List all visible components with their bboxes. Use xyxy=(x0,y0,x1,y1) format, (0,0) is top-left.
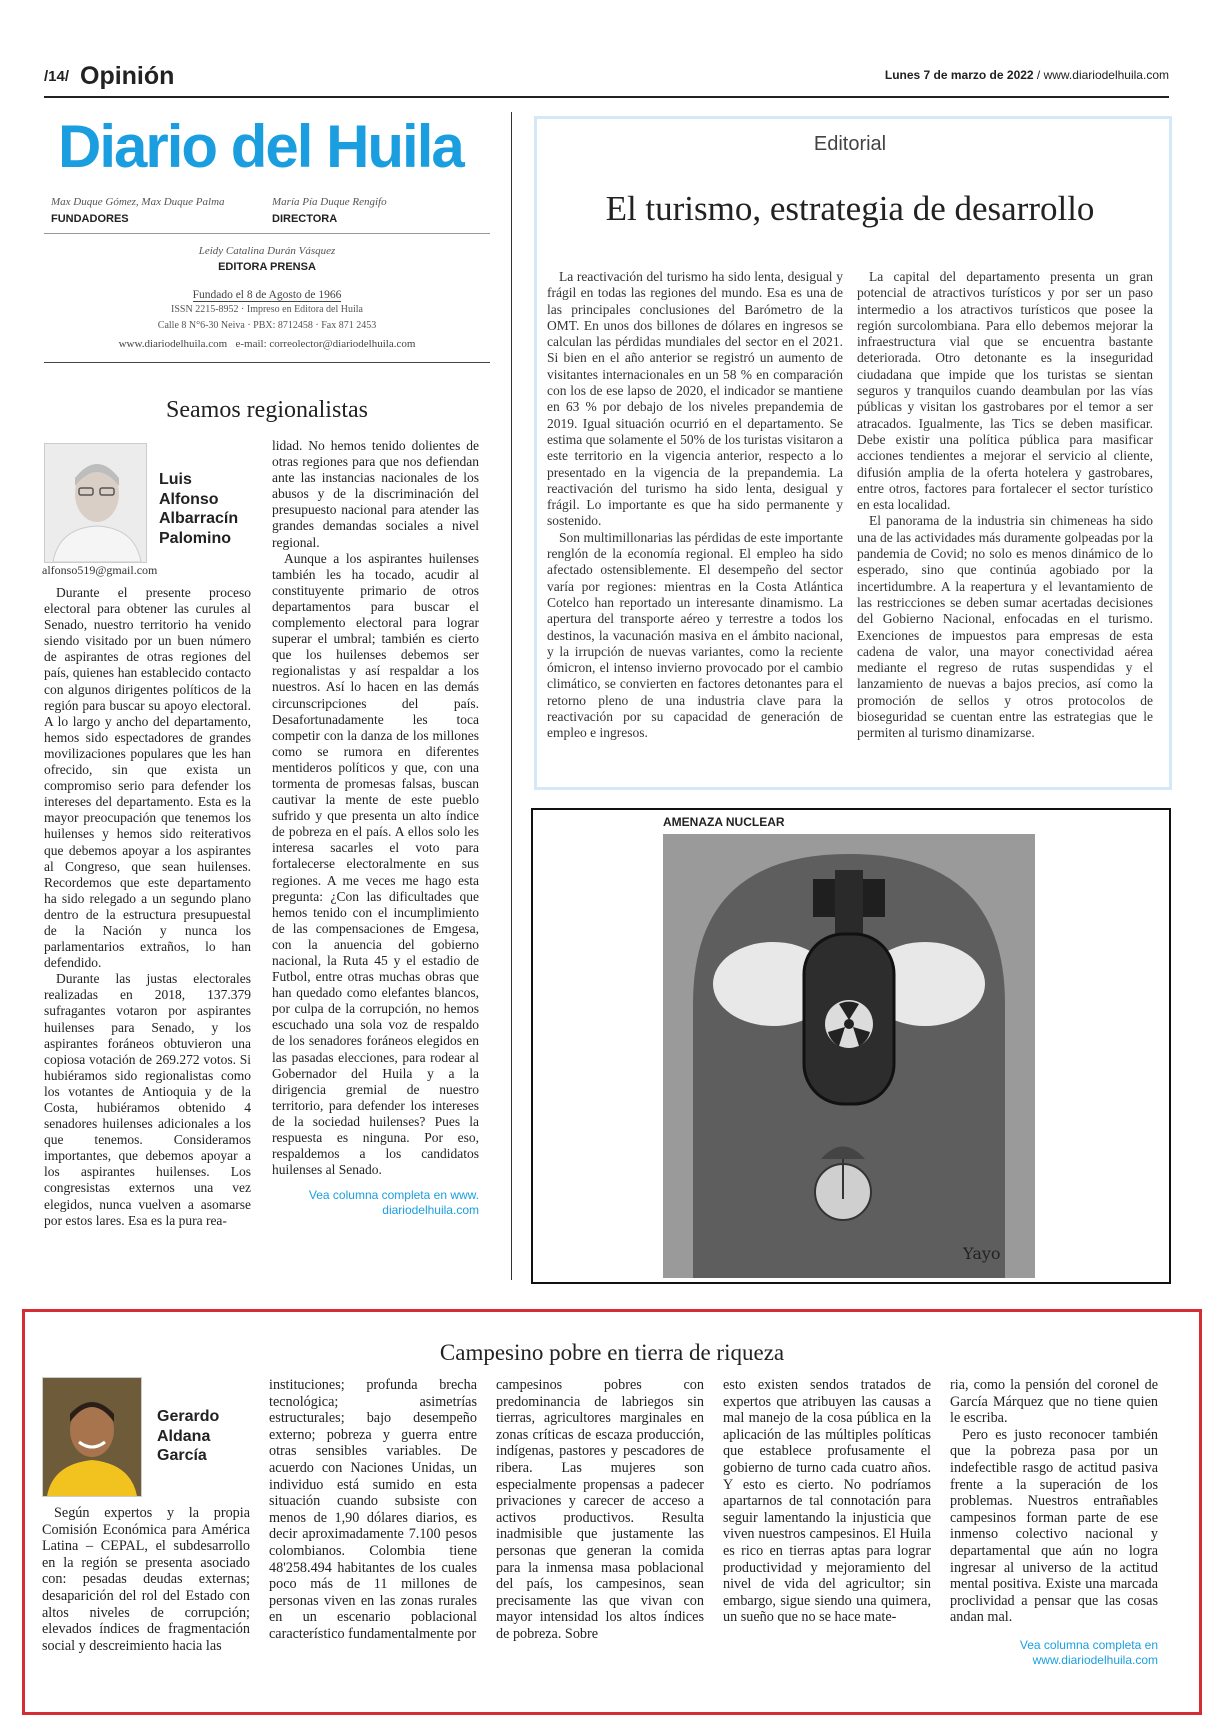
founders-role: FUNDADORES xyxy=(51,213,129,225)
paragraph: campesinos pobres con predominancia de labriegos sin tierras, agricultores marginales en zonas críticas de escaza producción, indígenas, pastores y pescadores de ribera. Las mujeres son especialmente propensas a padecer privaciones y carecer de acceso a activos productivos. Resulta inadmisible que justamente las personas que generan la comida para la inmensa masa poblacional del país, los campesinos, sean precisamente las que vivan con mayor intensidad los altos índices de pobreza. Sobre xyxy=(496,1377,704,1642)
founded-date: Fundado el 8 de Agosto de 1966 xyxy=(192,289,342,301)
page-number: /14/ xyxy=(44,68,70,85)
editorial-box xyxy=(534,116,1172,790)
column-text-3 xyxy=(496,1377,704,1643)
page-header xyxy=(44,62,1169,98)
author-name xyxy=(157,1407,219,1466)
author-email: alfonso519@gmail.com xyxy=(42,563,158,577)
editorial-kicker: Editorial xyxy=(813,133,887,155)
contact-line: www.diariodelhuila.com e-mail: correolector@diariodelhuila.com xyxy=(118,338,416,350)
paragraph: Son multimillonarias las pérdidas de este importante renglón de la economía regional. El empleo ha sido afectado ostensiblemente. El desempeño del sector varía por regiones: mientras en la Costa Atlántica Cotelco han reportado un interesante dinamismo. La apertura del transporte aéreo y terrestre a todos los destinos, la vacunación masiva en el ámbito nacional, y la irrupción de nuevas variantes, como la reciente ómicron, el intenso invierno provocado por el cambio climático, se convierten en factores detonantes para el retorno pleno de una industria clave para la reactivación por su capacidad de generación de empleo e ingresos. xyxy=(547,529,843,741)
paragraph: instituciones; profunda brecha tecnológica; asimetrías estructurales; bajo desempeño externo; pobreza y guerra entre otras sensibles variables. De acuerdo con Naciones Unidas, un individuo está sumido en esta situación cuando subsiste con menos de 1,90 dólares diarios, es decir aproximadamente 7.100 pesos colombianos. Colombia tiene 48'258.494 habitantes de los cuales poco más de 11 millones de personas viven en las zonas rurales en un escenario poblacional característico fundamentalmente por xyxy=(269,1377,477,1642)
read-more-link[interactable] xyxy=(950,1638,1158,1668)
header-website: / www.diariodelhuila.com xyxy=(1033,68,1169,82)
column-title: Campesino pobre en tierra de riqueza xyxy=(439,1340,785,1365)
author-photo xyxy=(42,1377,142,1497)
paragraph: esto existen sendos tratados de expertos que atribuyen las causas a mal manejo de la cosa pública en la aplicación de las múltiples políticas que establece profusamente el gobierno de turno cada cuatro años. Y esto es cierto. No podríamos apartarnos de tal connotación para seguir lamentando la injusticia que viven nuestros campesinos. El Huila es rico en tierras aptas para lograr productividad y mejoramiento del nivel de vida del agricultor; sin embargo, sigue siendo una quimera, un sueño que no se hace mate- xyxy=(723,1377,931,1626)
author-photo xyxy=(44,443,147,563)
editorial-column-2 xyxy=(857,269,1153,742)
masthead-rule xyxy=(44,233,490,234)
paragraph: El panorama de la industria sin chimeneas ha sido una de las actividades más duramente golpeadas por la pandemia de Covid; no solo es menos dinámico de lo esperado, sino que continúa agobiado por la incertidumbre. A la reapertura y el levantamiento de las restricciones se deben sumar acertadas decisiones del Gobierno Nacional, enfocadas en el turismo. Exenciones de impuestos para empresas de esta cadena de valor, una mayor conectividad aérea mediante el regreso de rutas suspendidas y el lanzamiento de nuevas a bajos precios, así como la promoción de sellos y otros protocolos de bioseguridad se cuentan entre las estrategias que le permiten al turismo dinamizarse. xyxy=(857,513,1153,741)
editor-role: EDITORA PRENSA xyxy=(218,261,316,273)
read-more-line: diariodelhuila.com xyxy=(382,1203,479,1218)
column-text-4 xyxy=(723,1377,931,1626)
address-line: Calle 8 N°6-30 Neiva · PBX: 8712458 · Fax 871 2453 xyxy=(157,320,377,331)
read-more-line: Vea columna completa en www. xyxy=(308,1188,479,1203)
issn-line: ISSN 2215-8952 · Impreso en Editora del Huila xyxy=(171,304,363,315)
author-portrait-icon xyxy=(45,444,146,562)
author-name-line: García xyxy=(157,1447,207,1464)
cartoon-title: AMENAZA NUCLEAR xyxy=(663,815,785,829)
masthead xyxy=(44,112,490,363)
column-text-b xyxy=(272,438,479,1218)
read-more-line: www.diariodelhuila.com xyxy=(1032,1652,1158,1667)
column-title: Seamos regionalistas xyxy=(166,397,368,423)
paragraph: lidad. No hemos tenido dolientes de otras regiones para que nos defiendan ante las instancias nacionales de los abusos y de la discriminación del presupuesto nacional para atender las grandes demandas sociales a nivel regional. xyxy=(272,438,479,550)
read-more-link[interactable] xyxy=(272,1188,479,1218)
paragraph: Durante las justas electorales realizadas en 2018, 137.379 sufragantes votaron por aspirantes huilenses para Senado, y los aspirantes foráneos obtuvieron una copiosa votación de 269.272 votos. Si hubiéramos sido regionalistas como los votantes de Antioquia y de la Costa, hubiéramos obtenido 4 senadores huilenses adicionales a los que tenemos. Consideramos importantes, que debemos apoyar a los aspirantes huilenses. Los congresistas externos una vez elegidos, nunca vuelven a asomarse por estos lares. Esa es la pura rea- xyxy=(44,971,251,1228)
founded-wrap xyxy=(44,285,490,303)
author-name-line: Palomino xyxy=(159,529,232,547)
author-name-line: Albarracín xyxy=(159,510,239,527)
paragraph: Pero es justo reconocer también que la pobreza pasa por un indefectible rasgo de actitud pasiva frente a la superación de los problemas. Nuestros entrañables campesinos forman parte de ese inmenso colectivo nacional y departamental que aún no logra ingresar al universo de la actitud mental positiva. Existe una marcada proclividad a pensar que las cosas andan mal. xyxy=(950,1426,1158,1626)
founders-names: Max Duque Gómez, Max Duque Palma xyxy=(51,196,225,208)
editorial-column-1 xyxy=(547,269,843,742)
editorial-title: El turismo, estrategia de desarrollo xyxy=(605,189,1095,228)
column-text-1 xyxy=(42,1505,250,1654)
read-more-line: Vea columna completa en xyxy=(1019,1637,1158,1652)
column-text-a xyxy=(44,585,251,1229)
section-name: Opinión xyxy=(80,62,175,90)
cartoon xyxy=(531,808,1171,1284)
paragraph: Durante el presente proceso electoral para obtener las curules al Senado, nuestro territorio ha venido siendo visitado por un buen número de aspirantes de otras regiones del país, quienes han establecido contacto con algunos dirigentes políticos de la región para buscar su apoyo electoral. A lo largo y ancho del departamento, hemos sido espectadores de grandes movilizaciones populares que les han ofrecido, sin que exista un compromiso serio para defender los intereses del departamento. Esta es la mayor preocupación que tenemos los huilenses y hemos sido reiterativos que debemos apoyar a los aspirantes al Congreso, que sean huilenses. Recordemos que este departamento ha sido relegado a un segundo plano dentro de la estructura presupuestal de la Nación y nunca los parlamentarios extraños, lo han defendido. xyxy=(44,585,251,971)
paragraph: Aunque a los aspirantes huilenses también les ha tocado, acudir al constituyente primario de otros departamentos para buscar el complemento electoral para lograr superar el umbral; también es cierto que los huilenses debemos ser regionalistas y así respaldar a los nuestros. Así lo hacen en las demás circunscripciones del país. Desafortunadamente les toca competir con la danza de los millones como se rumora en diferentes mentideros políticos y que, con una tormenta de promesas falsas, buscan cautivar la mente de este pueblo sufrido y que presenta un alto índice de pobreza en el país. A ellos solo les interesa sacarles el voto para fortalecerse electoralmente en sus regiones. A me veces me hago esta pregunta: ¿Con las dificultades que hemos tenido con el incumplimiento de las compensaciones de Emgesa, con la anuencia del gobierno nacional, la Ruta 45 y el estadio de Futbol, entre otras muchas obras que han quedado como elefantes blancos, por culpa de la corrupción, no hemos escuchado una sola voz de respaldo de los senadores foráneos elegidos en las pasadas elecciones, para rodear al Gobernador del Huila y a la dirigencia gremial de nuestro territorio, para defender los intereses de la sociedad huilenses? Pues la respuesta es ninguna. Por eso, respaldemos a los candidatos huilenses al Senado. xyxy=(272,550,479,1178)
column-divider xyxy=(511,112,512,1280)
opinion-column-box xyxy=(22,1309,1202,1715)
paragraph: La reactivación del turismo ha sido lenta, desigual y frágil en todas las regiones del mundo. Esa es una de las principales conclusiones del Barómetro de la OMT. En unos dos billones de dólares en ingresos se calculan las pérdidas mundiales del sector en el 2021. Si bien en el año anterior se registró un aumento de visitantes internacionales en un 58 % en comparación con los de ese lapso de 2020, el indicador se mantiene en 63 % por debajo de los niveles prepandemia de 2019. Igual situación ocurrió en el departamento. Se estima que solamente el 50% de los turistas visitaron a este territorio en la vigencia anterior, respecto a lo presentado en la vigencia de la prepandemia. La reactivación del turismo ha sido lenta, desigual y frágil. Lo importante es que ha sido permanente y sostenido. xyxy=(547,269,843,529)
author-name-line: Alfonso xyxy=(159,490,219,508)
paragraph: ria, como la pensión del coronel de García Márquez que no tiene quien le escriba. xyxy=(950,1377,1158,1427)
author-name-line: Aldana xyxy=(157,1427,211,1445)
column-text-5 xyxy=(950,1377,1158,1668)
paragraph: La capital del departamento presenta un gran potencial de atractivos turísticos y por ser un paso intermedio a los atractivos turísticos que posee la región surcolombiana. Para ello debemos mejorar la infraestructura vial que se encuentra bastante deteriorada. Otro detonante es la inseguridad ciudadana que impide que los turistas se sientan seguros y tranquilos cuando deambulan por las vías públicas y visitan los gastrobares por el temor a ser atracados. Igualmente, las Tics se deben masificar. Debe existir una política pública para masificar acciones tendientes a mejorar el servicio al cliente, difusión amplia de la oferta hotelera y gastrobares, entre otros, factores para fortalecer el sector turístico en esta localidad. xyxy=(857,269,1153,513)
issue-date: Lunes 7 de marzo de 2022 xyxy=(884,68,1034,82)
author-name-line: Luis xyxy=(159,471,192,488)
author-name xyxy=(159,470,238,548)
newspaper-logo: Diario del Huila xyxy=(58,113,463,180)
director-name: María Pía Duque Rengifo xyxy=(272,196,387,208)
nuclear-bomb-illustration-icon xyxy=(663,834,1035,1278)
director-role: DIRECTORA xyxy=(272,213,338,225)
author-portrait-icon xyxy=(43,1378,141,1496)
editor-name: Leidy Catalina Durán Vásquez xyxy=(198,245,336,257)
column-text-2 xyxy=(269,1377,477,1643)
paragraph: Según expertos y la propia Comisión Económica para América Latina – CEPAL, el subdesarrollo en la región se presenta asociado con: pesadas deudas externas; desaparición del rol del Estado con altos niveles de corrupción; elevados índices de fragmentación social y descreimiento hacia las xyxy=(42,1505,250,1654)
date-line xyxy=(885,68,1169,82)
author-name-line: Gerardo xyxy=(157,1408,220,1425)
cartoon-signature: Yayo xyxy=(963,1244,1001,1263)
